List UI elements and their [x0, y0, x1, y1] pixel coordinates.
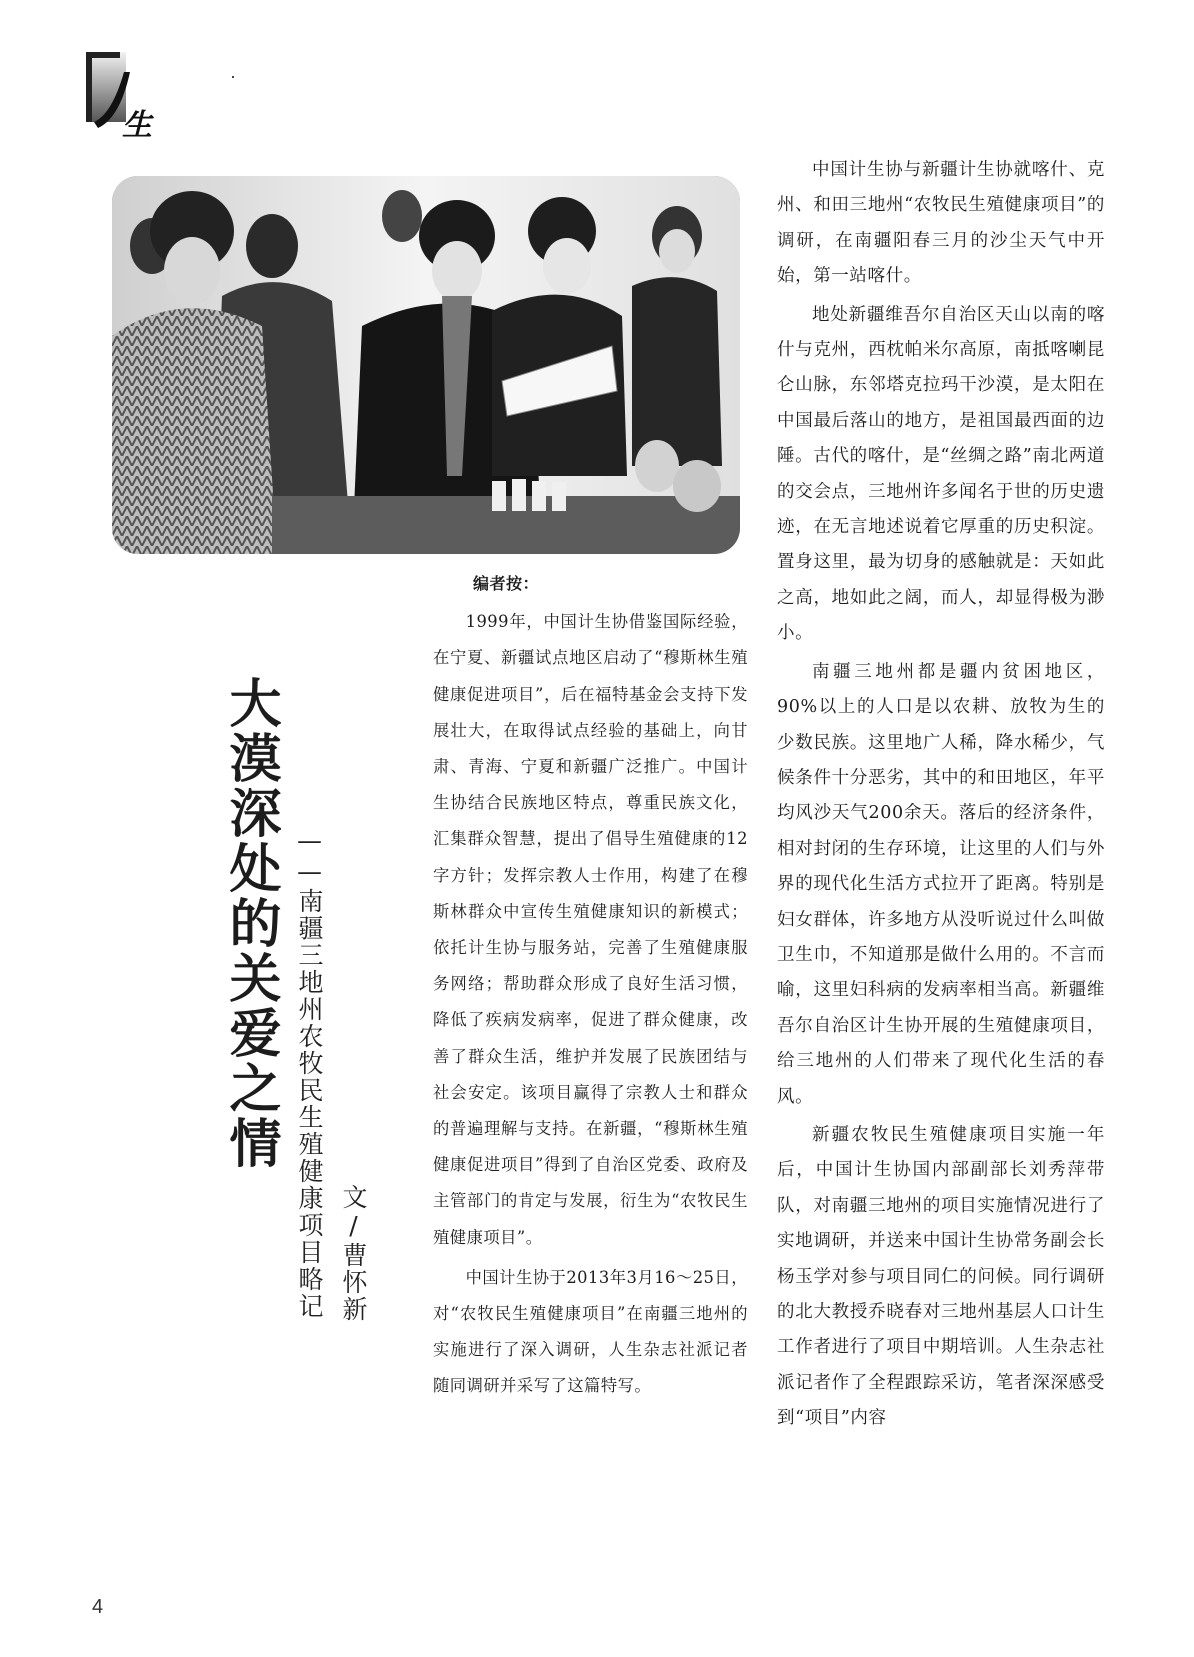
page-number: 4 — [92, 1596, 104, 1618]
article-author: 文/曹怀新 — [339, 1184, 368, 1323]
speck — [232, 76, 234, 78]
editor-note — [433, 566, 748, 1409]
section-logo — [86, 52, 166, 142]
body-paragraph: 地处新疆维吾尔自治区天山以南的喀什与克州，西枕帕米尔高原，南抵喀喇昆仑山脉，东邻塔克拉玛干沙漠，是太阳在中国最后落山的地方，是祖国最西面的边陲。古代的喀什，是“丝绸之路”南北两道的交会点，三地州许多闻名于世的历史遗迹，在无言地述说着它厚重的历史积淀。置身这里，最为切身的感触就是：天如此之高，地如此之阔，而人，却显得极为渺小。 — [777, 304, 1105, 644]
body-paragraph: 新疆农牧民生殖健康项目实施一年后，中国计生协国内部副部长刘秀萍带队，对南疆三地州的项目实施情况进行了实地调研，并送来中国计生协常务副会长杨玉学对参与项目同仁的问候。同行调研的北大教授乔晓春对三地州基层人口计生工作者进行了项目中期培训。人生杂志社派记者作了全程跟踪采访，笔者深深感受到“项目”内容 — [777, 1124, 1105, 1429]
editor-note-heading: 编者按： — [473, 574, 540, 593]
editor-note-paragraph: 1999年，中国计生协借鉴国际经验，在宁夏、新疆试点地区启动了“穆斯林生殖健康促进项目”，后在福特基金会支持下发展壮大，在取得试点经验的基础上，向甘肃、青海、宁夏和新疆广泛推广。中国计生协结合民族地区特点，尊重民族文化，汇集群众智慧，提出了倡导生殖健康的12字方针；发挥宗教人士作用，构建了在穆斯林群众中宣传生殖健康知识的新模式；依托计生协与服务站，完善了生殖健康服务网络；帮助群众形成了良好生活习惯，降低了疾病发病率，促进了群众健康，改善了群众生活，维护并发展了民族团结与社会安定。该项目赢得了宗教人士和群众的普遍理解与支持。在新疆，“穆斯林生殖健康促进项目”得到了自治区党委、政府及主管部门的肯定与发展，衍生为“农牧民生殖健康项目”。 — [433, 612, 748, 1247]
article-photo — [112, 176, 740, 554]
photo-women-reviewing-documents — [112, 176, 740, 554]
section-logo-text: 生 — [122, 108, 152, 143]
editor-note-paragraph: 中国计生协于2013年3月16～25日，对“农牧民生殖健康项目”在南疆三地州的实施进行了深入调研，人生杂志社派记者随同调研并采写了这篇特写。 — [433, 1267, 748, 1396]
article-title: 大漠深处的关爱之情 — [220, 676, 280, 1171]
body-column — [777, 153, 1105, 1440]
article-subtitle: ——南疆三地州农牧民生殖健康项目略记 — [295, 826, 324, 1320]
body-paragraph: 南疆三地州都是疆内贫困地区，90%以上的人口是以农耕、放牧为生的少数民族。这里地广人稀，降水稀少，气候条件十分恶劣，其中的和田地区，年平均风沙天气200余天。落后的经济条件，相对封闭的生存环境，让这里的人们与外界的现代化生活方式拉开了距离。特别是妇女群体，许多地方从没听说过什么叫做卫生巾，不知道那是做什么用的。不言而喻，这里妇科病的发病率相当高。新疆维吾尔自治区计生协开展的生殖健康项目，给三地州的人们带来了现代化生活的春风。 — [777, 661, 1105, 1107]
body-paragraph: 中国计生协与新疆计生协就喀什、克州、和田三地州“农牧民生殖健康项目”的调研，在南疆阳春三月的沙尘天气中开始，第一站喀什。 — [777, 160, 1105, 287]
